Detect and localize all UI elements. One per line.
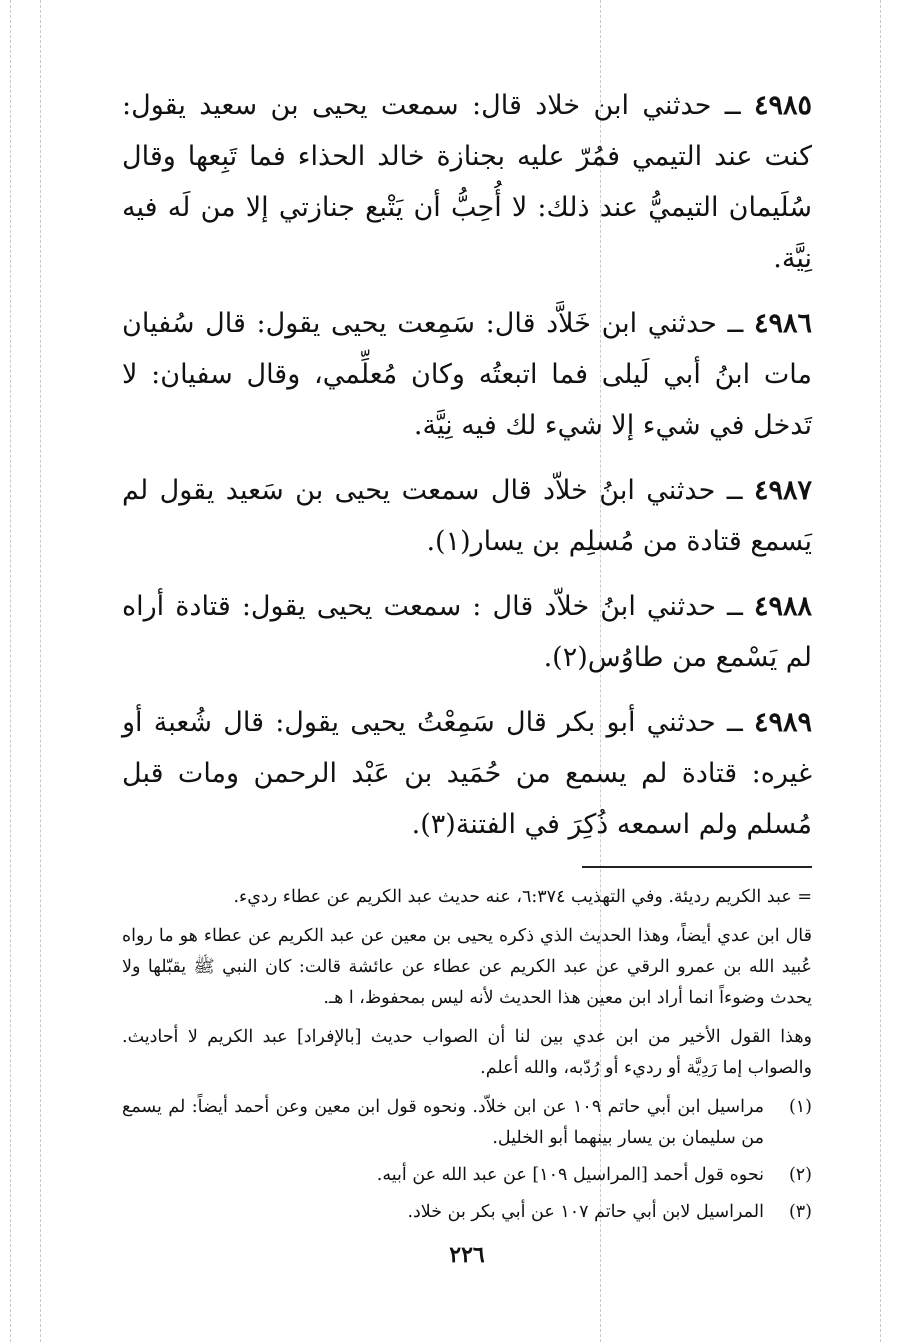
footnote-separator [582,866,812,868]
footnote-1 [122,1092,812,1154]
entry-dash: ــ [726,475,743,506]
entry-number: ٤٩٨٩ [753,707,812,738]
entry-4985 [122,80,812,284]
footnote-marker: (١) [788,1097,812,1117]
footnote-text: مراسيل ابن أبي حاتم ١٠٩ عن ابن خلاّد. ونحوه قول ابن معين وعن أحمد أيضاً: لم يسمع من سليمان بن يسار بينهما أبو الخليل. [122,1097,764,1148]
entry-text: حدثني ابنُ خلاّد قال : سمعت يحيى يقول: قتادة أراه لم يَسْمع من طاوُس(٢). [122,591,812,673]
entry-number: ٤٩٨٨ [753,591,812,622]
entry-number: ٤٩٨٧ [753,475,812,506]
footnote-continuation [122,882,812,1084]
entry-4987 [122,465,812,567]
footnote-paragraph: وهذا القول الأخير من ابن عدي بين لنا أن الصواب حديث [بالإفراد] عبد الكريم لا أحاديث. والصواب إما رَدِيَّة أو رديء أو رُدّبه، والله أعلم. [122,1027,812,1078]
scan-edge-line [40,0,41,1342]
entry-text: حدثني ابن خَلاَّد قال: سَمِعت يحيى يقول: قال سُفيان مات ابنُ أبي لَيلى فما اتبعتُه وكان مُعلِّمي، وقال سفيان: لا تَدخل في شيء إلا شيء لك فيه نِيَّة. [122,308,812,441]
footnote-text: المراسيل لابن أبي حاتم ١٠٧ عن أبي بكر بن خلاد. [407,1202,764,1222]
entry-number: ٤٩٨٦ [753,308,812,339]
footnote-marker: (٣) [788,1202,812,1222]
footnote-paragraph: = عبد الكريم رديئة. وفي التهذيب ٦:٣٧٤، عنه حديث عبد الكريم عن عطاء رديء. [233,887,812,907]
entry-text: حدثني أبو بكر قال سَمِعْتُ يحيى يقول: قال شُعبة أو غيره: قتادة لم يسمع من حُمَيد بن عَبْد الرحمن ومات قبل مُسلم ولم اسمعه ذُكِرَ في الفتنة(٣). [122,707,812,840]
entry-dash: ــ [727,308,744,339]
book-page [122,80,812,1268]
footnote-3 [122,1197,812,1228]
entry-dash: ــ [724,90,741,121]
entry-text: حدثني ابن خلاد قال: سمعت يحيى بن سعيد يقول: كنت عند التيمي فمُرّ عليه بجنازة خالد الحذاء فما تَبِعها وقال سُلَيمان التيميُّ عند ذلك: لا أُحِبُّ أن يَتْبع جنازتي إلا من لَه فيه نِيَّة. [122,90,812,274]
scan-edge-line [880,0,881,1342]
footnote-marker: (٢) [788,1165,812,1185]
entry-4988 [122,581,812,683]
entry-number: ٤٩٨٥ [753,90,812,121]
footnote-2 [122,1160,812,1191]
entry-dash: ــ [726,707,743,738]
footnotes-list [122,1092,812,1228]
entry-dash: ــ [727,591,743,622]
page-number: ٢٢٦ [449,1242,485,1268]
footnote-paragraph: قال ابن عدي أيضاً، وهذا الحديث الذي ذكره يحيى بن معين عن عبد الكريم عن عطاء هو ما رواه عُبيد الله بن عمرو الرقي عن عبد الكريم عن عطاء عن عائشة قالت: كان النبي ﷺ يقبّلها ولا يحدث وضوءاً انما أراد ابن معين هذا الحديث لأنه ليس بمحفوظ، ا هـ. [122,926,812,1008]
scan-edge-line [10,0,11,1342]
entry-4986 [122,298,812,451]
entries-section [122,80,812,850]
footnote-text: نحوه قول أحمد [المراسيل ١٠٩] عن عبد الله عن أبيه. [376,1165,764,1185]
entry-text: حدثني ابنُ خلاّد قال سمعت يحيى بن سَعيد يقول لم يَسمع قتادة من مُسلِم بن يسار(١). [122,475,812,557]
entry-4989 [122,697,812,850]
